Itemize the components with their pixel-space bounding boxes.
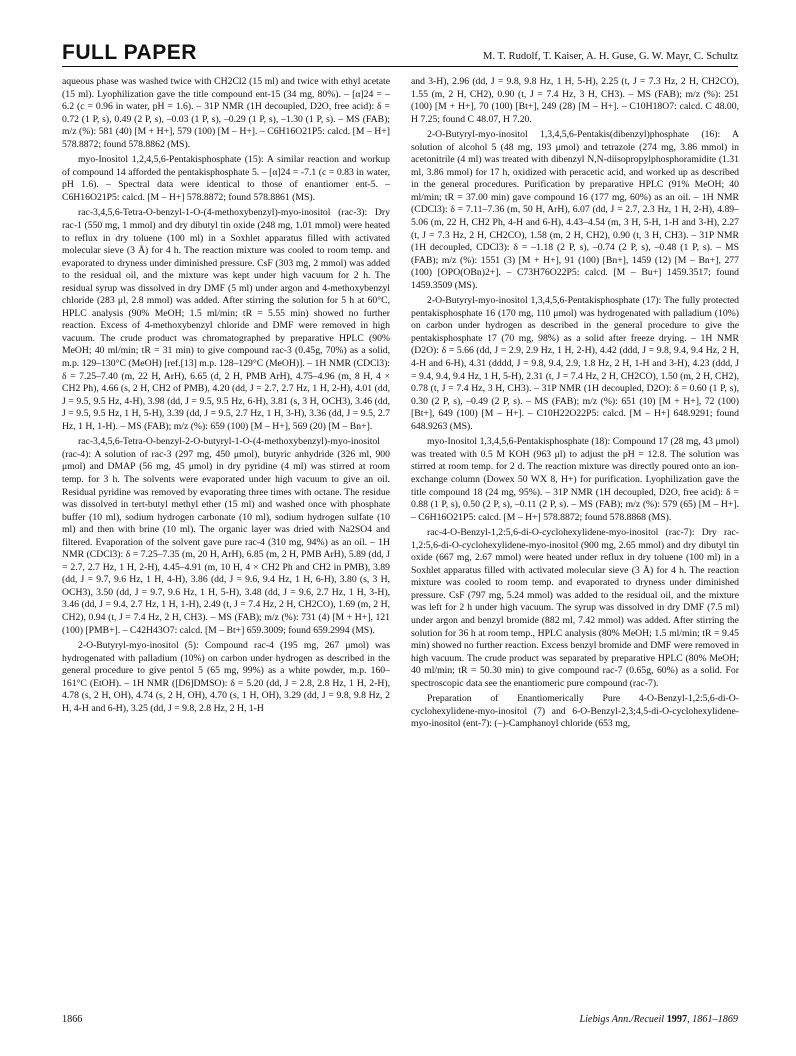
paragraph: myo-Inositol 1,3,4,5,6-Pentakisphosphate (18): Compound 17 (28 mg, 43 μmol) was treated with 0.5 M KOH (963 μl) to adjust the pH = 12.8. The solution was stirred at room temp. for 2 d. The reaction mixture was directly poured onto an ion-exchange column (Dowex 50 WX 8, H+) for purification. Lyophilization gave the title compound 18 (24 mg, 95%). – 31P NMR (1H decoupled, D2O, free acid): δ = 0.88 (1 P, s), 0.50 (2 P, s), –0.11 (2 P, s). – MS (FAB); m/z (%): 579 (65) [M – H+]. – C6H16O21P5: calcd. [M – H+] 578.8872; found 578.8868 (MS).	[411, 436, 739, 523]
paragraph: and 3-H), 2.96 (dd, J = 9.8, 9.8 Hz, 1 H, 5-H), 2.25 (t, J = 7.3 Hz, 2 H, CH2CO), 1.55 (m, 2 H, CH2), 0.90 (t, J = 7.4 Hz, 3 H, CH3). – MS (FAB); m/z (%): 251 (100) [M + H+], 70 (100) [Bt+], 249 (28) [M – H+]. – C10H18O7: calcd. C 48.00, H 7.25; found C 48.07, H 7.20.	[411, 76, 739, 125]
section-label: FULL PAPER	[62, 41, 197, 64]
paragraph: 2-O-Butyryl-myo-inositol 1,3,4,5,6-Pentakisphosphate (17): The fully protected pentakisphosphate 16 (170 mg, 110 μmol) was hydrogenated with palladium (10%) on carbon under hydrogen as described in the general procedure to give the pentakisphosphate 17 (70 mg, 98%) as a solid after freeze drying. – 1H NMR (D2O): δ = 5.66 (dd, J = 2.9, 2.9 Hz, 1 H, 2-H), 4.42 (ddd, J = 9.8, 9.4, 9.4 Hz, 2 H, 4-H and 6-H), 4.31 (dddd, J = 9.8, 9.4, 2.9, 1.8 Hz, 2 H, 1-H and 3-H), 4.23 (ddd, J = 9.4, 9.4, 9.4 Hz, 1 H, 5-H), 2.31 (t, J = 7.4 Hz, 2 H, CH2CO), 1.50 (m, 2 H, CH2), 0.78 (t, J = 7.4 Hz, 3 H, CH3). – 31P NMR (1H decoupled, D2O): δ = 0.60 (1 P, s), 0.30 (2 P, s), –0.49 (2 P, s). – MS (FAB); m/z (%): 651 (10) [M + H+], 72 (100) [Bt+], 649 (100) [M – H+]. – C10H22O22P5: calcd. [M – H+] 648.9291; found 648.9263 (MS).	[411, 295, 739, 432]
page-number: 1866	[62, 1014, 83, 1025]
journal-pages: , 1861–1869	[687, 1014, 738, 1025]
paragraph: 2-O-Butyryl-myo-inositol 1,3,4,5,6-Pentakis(dibenzyl)phosphate (16): A solution of alcohol 5 (48 mg, 193 μmol) and tetrazole (274 mg, 3.86 mmol) in acetonitrile (4 ml) was treated with dibenzyl N,N-diisopropylphosphoramidite (1.31 ml, 3.86 mmol) for 17 h, oxidized with peracetic acid, and worked up as described in the general procedures. Purification by preparative HPLC (91% MeOH; 40 ml/min; tR = 37.00 min) gave compound 16 (177 mg, 60%) as an oil. – 1H NMR (CDCl3): δ = 7.11–7.36 (m, 50 H, ArH), 6.07 (dd, J = 2.7, 2.3 Hz, 1 H, 2-H), 4.89–5.06 (m, 22 H, CH2 Ph, 4-H and 6-H), 4.43–4.54 (m, 3 H, 5-H, 1-H and 3-H), 2.27 (t, J = 7.3 Hz, 2 H, CH2CO), 1.58 (m, 2 H, CH2), 0.90 (t, 3 H, CH3). – 31P NMR (1H decoupled, CDCl3): δ = –1.18 (2 P, s), –0.74 (2 P, s), –0.48 (1 P, s). – MS (FAB); m/z (%): 1551 (3) [M + H+], 91 (100) [Bn+], 1459 (12) [M – Bn+], 277 (100) [OPO(OBn)2+]. – C73H76O22P5: calcd. [M – Bu+] 1459.3517; found 1459.3509 (MS).	[411, 129, 739, 291]
paragraph: Preparation of Enantiomerically Pure 4-O-Benzyl-1,2:5,6-di-O-cyclohexylidene-myo-inositol (7) and 6-O-Benzyl-2,3;4,5-di-O-cyclohexylidene-myo-inositol (ent-7): (–)-Camphanoyl chloride (653 mg,	[411, 693, 739, 730]
journal-citation	[579, 1014, 738, 1025]
right-column	[411, 76, 739, 734]
paragraph: 2-O-Butyryl-myo-inositol (5): Compound rac-4 (195 mg, 267 μmol) was hydrogenated with palladium (10%) on carbon under hydrogen as described in the general procedure to give pentol 5 (65 mg, 99%) as a white powder, m.p. 160–161°C (EtOH). – 1H NMR ([D6]DMSO): δ = 5.20 (dd, J = 2.8, 2.8 Hz, 1 H, 2-H), 4.78 (s, 2 H, OH), 4.74 (s, 2 H, OH), 4.70 (s, 1 H, OH), 3.29 (dd, J = 9.8, 9.8 Hz, 2 H, 4-H and 6-H), 3.25 (dd, J = 9.8, 2.8 Hz, 2 H, 1-H	[62, 640, 390, 714]
paragraph: myo-Inositol 1,2,4,5,6-Pentakisphosphate (15): A similar reaction and workup of compound 14 afforded the pentakisphosphate 5. – [α]24 = -7.1 (c = 0.83 in water, pH 1.6). – Spectral data were identical to those of enantiomer ent-5. – C6H16O21P5: calcd. [M – H+] 578.8872; found 578.8861 (MS).	[62, 154, 390, 203]
paragraph: rac-3,4,5,6-Tetra-O-benzyl-1-O-(4-methoxybenzyl)-myo-inositol (rac-3): Dry rac-1 (550 mg, 1 mmol) and dry dibutyl tin oxide (248 mg, 1.01 mmol) were heated to reflux in dry toluene (100 ml) in a Soxhlet apparatus filled with activated molecular sieve (3 Å) for 4 h. The reaction mixture was cooled to room temp. and evaporated to dryness under diminished pressure. CsF (303 mg, 2 mmol) was added to the residual oil, and the mixture was kept under high vacuum for 2 h. The residual syrup was dissolved in dry DMF (5 ml) under argon and 4-methoxybenzyl chloride (283 μl, 2.8 mmol) was added. After stirring the solution for 5 h at 60°C, HPLC analysis (90% MeOH; 1.5 ml/min; tR = 5.55 min) showed no further reaction. Excess of 4-methoxybenzyl chloride and DMF were removed in high vacuum. The crude product was chromatographed by preparative HPLC (90% MeOH; 40 ml/min; tR = 31 min) to give compound rac-3 (0.45g, 70%) as a solid, m.p. 129–130°C (MeOH) [ref.[13] m.p. 128–129°C (MeOH)]. – 1H NMR (CDCl3): δ = 7.25–7.40 (m, 22 H, ArH), 6.65 (d, 2 H, PMB ArH), 4.75–4.96 (m, 8 H, 4 × CH2 Ph), 4.66 (s, 2 H, CH2 of PMB), 4.20 (dd, J = 2.7, 2.7 Hz, 1 H, 2-H), 4.01 (dd, J = 9.5, 9.5 Hz, 4-H), 3.98 (dd, J = 9.5, 9.5 Hz, 6-H), 3.81 (s, 3 H, OCH3), 3.46 (dd, J = 9.5, 9.5 Hz, 1 H, 5-H), 3.39 (dd, J = 9.5, 2.7 Hz, 1 H, 3-H), 3.36 (dd, J = 9.5, 2.7 Hz, 1 H, 1-H). – MS (FAB); m/z (%): 659 (100) [M – H+], 569 (20) [M – Bn+].	[62, 207, 390, 432]
journal-name: Liebigs Ann./Recueil	[579, 1014, 665, 1025]
running-header	[62, 40, 738, 67]
paragraph: rac-4-O-Benzyl-1,2:5,6-di-O-cyclohexylidene-myo-inositol (rac-7): Dry rac-1,2:5,6-di-O-cyclohexylidene-myo-inositol (900 mg, 2.65 mmol) and dry dibutyl tin oxide (667 mg, 2.67 mmol) were heated under reflux in dry toluene (100 ml) in a Soxhlet apparatus filled with activated molecular sieve (3 Å) for 4 h. The reaction mixture was cooled to room temp. and evaporated to dryness under diminished pressure. CsF (797 mg, 5.24 mmol) was added to the residual oil, and the mixture was left for 2 h under high vacuum. The syrup was dissolved in dry DMF (7.5 ml) under argon and benzyl bromide (882 ml, 7.42 mmol) was added. After stirring the solution for 36 h at room temp., HPLC analysis (80% MeOH; 1.5 ml/min; tR = 9.45 min) showed no further reaction. Excess benzyl bromide and DMF were removed in high vacuum. The crude product was separated by preparative HPLC (80% MeOH; 40 ml/min; tR = 50.30 min) to give compound rac-7 (0.65g, 60%) as a solid. For spectroscopic data see the enantiomeric pure compound (rac-7).	[411, 527, 739, 689]
paragraph: rac-3,4,5,6-Tetra-O-benzyl-2-O-butyryl-1-O-(4-methoxybenzyl)-myo-inositol (rac-4): A solution of rac-3 (297 mg, 450 μmol), butyric anhydride (326 ml, 900 μmol) and DMAP (56 mg, 45 μmol) in dry pyridine (4 ml) was stirred at room temp. for 3 h. The solvents were evaporated under high vacuum to give an oil. Residual pyridine was removed by evaporating three times with octane. The residue was dissolved in tert-butyl methyl ether (15 ml) and washed once with phosphate buffer (10 ml), sodium hydrogen carbonate (10 ml), sodium hydrogen sulfate (10 ml) and then with brine (10 ml). The organic layer was dried with Na2SO4 and filtered. Evaporation of the solvent gave pure rac-4 (310 mg, 94%) as an oil. – 1H NMR (CDCl3): δ = 7.25–7.35 (m, 20 H, ArH), 6.85 (m, 2 H, PMB ArH), 5.89 (dd, J = 2.7, 2.7 Hz, 1 H, 2-H), 4.45–4.91 (m, 10 H, 4 × CH2 Ph and CH2 in PMB), 3.89 (dd, J = 9.7, 9.6 Hz, 1 H, 4-H), 3.86 (dd, J = 9.6, 9.4 Hz, 1 H, 6-H), 3.80 (s, 3 H, OCH3), 3.50 (dd, J = 9.7, 9.6 Hz, 1 H, 5-H), 3.48 (dd, J = 9.6, 2.7 Hz, 1 H, 3-H), 3.46 (dd, J = 9.4, 2.7 Hz, 1 H, 1-H), 2.49 (t, J = 7.4 Hz, 2 H, CH2CO), 1.69 (m, 2 H, CH2), 0.94 (t, J = 7.4 Hz, 2 H, CH3). – MS (FAB); m/z (%): 731 (4) [M + H+], 121 (100) [PMB+]. – C42H43O7: calcd. [M – Bt+] 659.3009; found 659.2994 (MS).	[62, 436, 390, 636]
journal-year: 1997	[666, 1014, 688, 1025]
paragraph: aqueous phase was washed twice with CH2Cl2 (15 ml) and twice with ethyl acetate (15 ml). Lyophilization gave the title compound ent-15 (34 mg, 80%). – [α]24 = –6.2 (c = 0.96 in water, pH = 1.6). – 31P NMR (1H decoupled, D2O, free acid): δ = 0.72 (1 P, s), 0.49 (2 P, s), –0.03 (1 P, s), –0.29 (1 P, s), –1.30 (1 P, s). – MS (FAB); m/z (%): 581 (40) [M + H+], 579 (100) [M – H+]. – C6H16O21P5: calcd. [M – H+] 578.8872; found 578.8862 (MS).	[62, 76, 390, 150]
author-line: M. T. Rudolf, T. Kaiser, A. H. Guse, G. W. Mayr, C. Schultz	[483, 51, 738, 62]
left-column	[62, 76, 390, 718]
